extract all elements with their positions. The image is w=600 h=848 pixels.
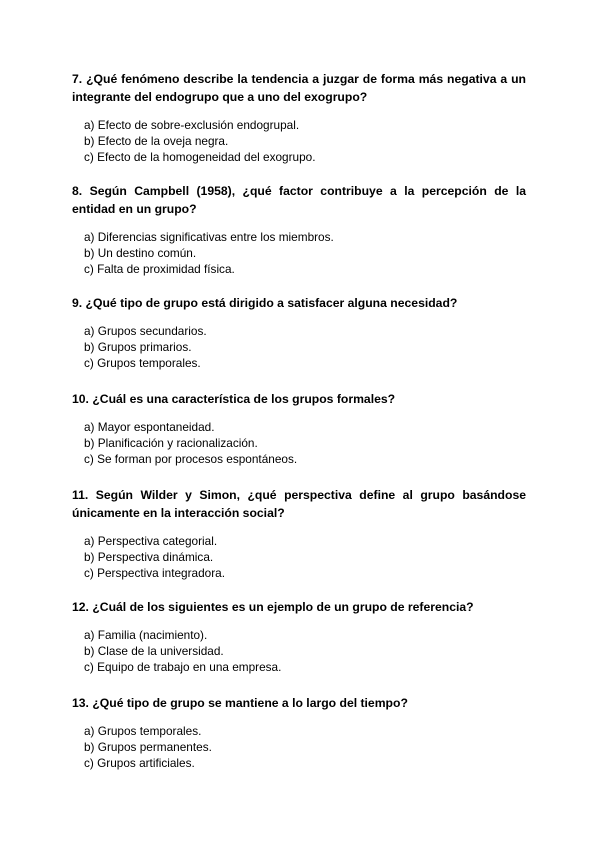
- option-b: b) Grupos permanentes.: [84, 740, 212, 755]
- question-10: [72, 390, 526, 468]
- option-c: c) Efecto de la homogeneidad del exogrupo.: [84, 150, 316, 165]
- question-8: [72, 182, 526, 278]
- option-c: c) Falta de proximidad física.: [84, 262, 235, 277]
- option-b: b) Perspectiva dinámica.: [84, 550, 214, 565]
- option-list: [72, 419, 526, 468]
- option-b: b) Grupos primarios.: [84, 340, 192, 355]
- question-11: [72, 486, 526, 582]
- question-12: [72, 598, 526, 676]
- option-a: a) Diferencias significativas entre los miembros.: [84, 230, 334, 244]
- question-text: 12. ¿Cuál de los siguientes es un ejemplo de un grupo de referencia?: [72, 600, 474, 614]
- option-b: b) Un destino común.: [84, 246, 197, 261]
- option-b: b) Clase de la universidad.: [84, 644, 224, 659]
- question-text: 13. ¿Qué tipo de grupo se mantiene a lo largo del tiempo?: [72, 696, 408, 710]
- question-text: 11. Según Wilder y Simon, ¿qué perspectiva define al grupo basándose únicamente en la interacción social?: [72, 488, 526, 520]
- option-a: a) Familia (nacimiento).: [84, 628, 208, 642]
- question-text: 10. ¿Cuál es una característica de los grupos formales?: [72, 392, 396, 406]
- question-13: [72, 694, 526, 772]
- option-c: c) Perspectiva integradora.: [84, 566, 225, 581]
- option-a: a) Mayor espontaneidad.: [84, 420, 215, 434]
- option-a: a) Perspectiva categorial.: [84, 534, 218, 548]
- option-list: [72, 229, 526, 278]
- question-7: [72, 70, 526, 166]
- option-a: a) Efecto de sobre-exclusión endogrupal.: [84, 118, 300, 132]
- option-list: [72, 627, 526, 676]
- option-list: [72, 323, 526, 372]
- option-list: [72, 117, 526, 166]
- option-list: [72, 533, 526, 582]
- question-text: 8. Según Campbell (1958), ¿qué factor contribuye a la percepción de la entidad en un grupo?: [72, 184, 526, 216]
- option-list: [72, 723, 526, 772]
- option-c: c) Equipo de trabajo en una empresa.: [84, 660, 282, 675]
- option-c: c) Grupos artificiales.: [84, 756, 195, 771]
- option-c: c) Se forman por procesos espontáneos.: [84, 452, 298, 467]
- question-text: 9. ¿Qué tipo de grupo está dirigido a satisfacer alguna necesidad?: [72, 296, 458, 310]
- question-text: 7. ¿Qué fenómeno describe la tendencia a juzgar de forma más negativa a un integrante del endogrupo que a uno del exogrupo?: [72, 72, 526, 104]
- option-b: b) Planificación y racionalización.: [84, 436, 258, 451]
- option-b: b) Efecto de la oveja negra.: [84, 134, 229, 149]
- option-a: a) Grupos temporales.: [84, 724, 202, 738]
- question-9: [72, 294, 526, 372]
- option-c: c) Grupos temporales.: [84, 356, 201, 371]
- option-a: a) Grupos secundarios.: [84, 324, 207, 338]
